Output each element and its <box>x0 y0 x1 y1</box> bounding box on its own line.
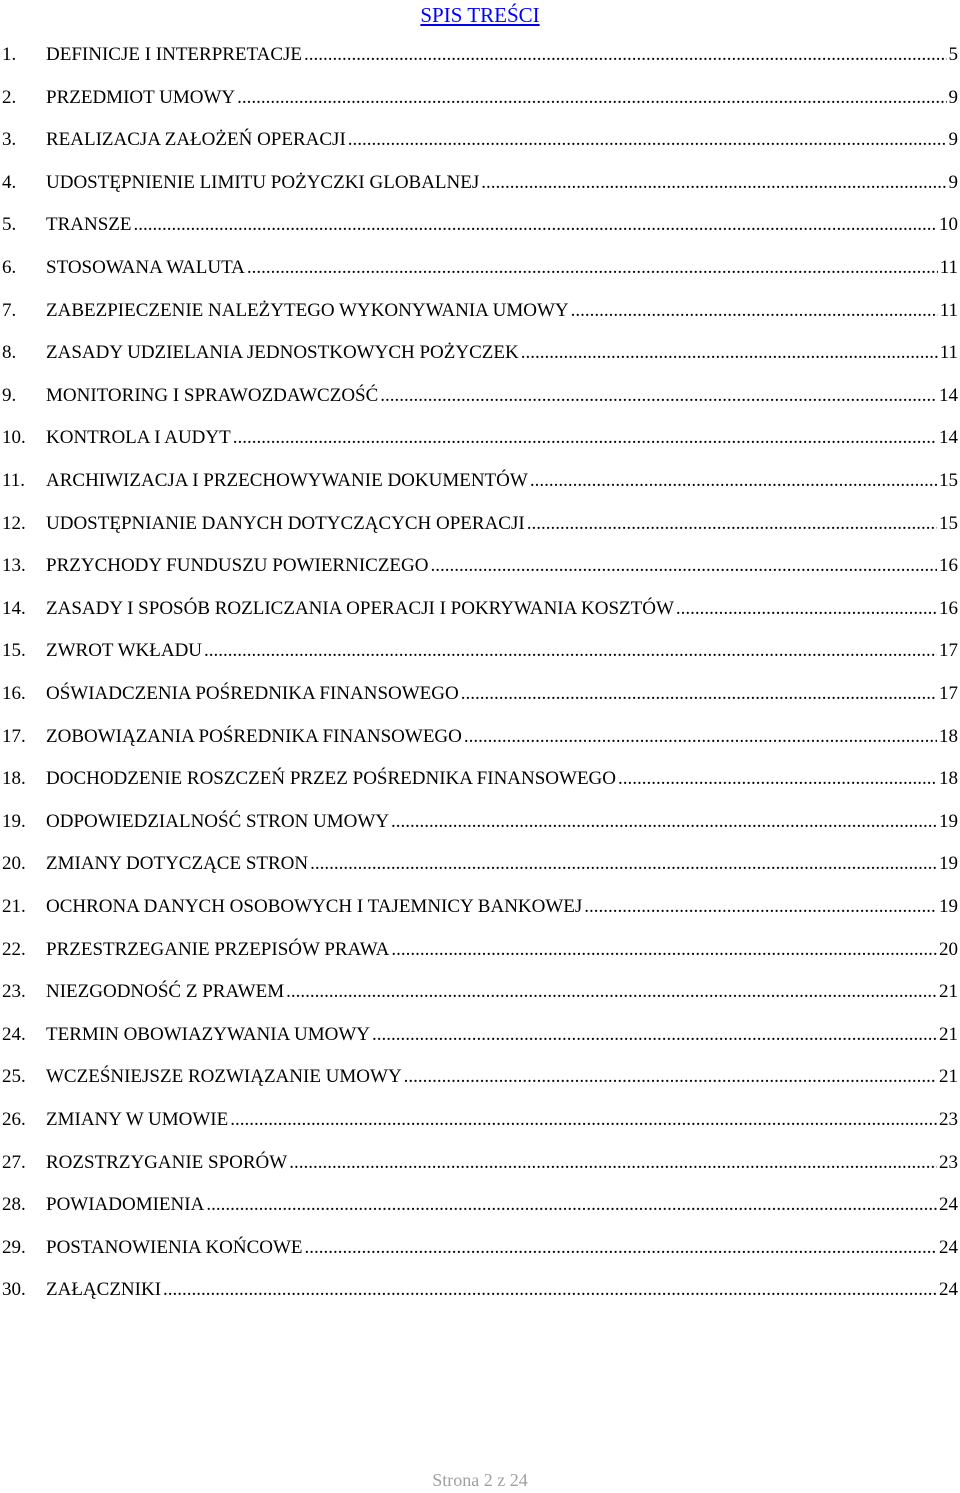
toc-title[interactable]: SPIS TREŚCI <box>420 3 540 27</box>
toc-leader-dots <box>521 342 938 364</box>
toc-entry-label: ZASADY I SPOSÓB ROZLICZANIA OPERACJI I POKRYWANIA KOSZTÓW <box>46 597 674 619</box>
toc-entry-page: 24 <box>939 1236 958 1258</box>
toc-leader-dots <box>163 1279 937 1301</box>
toc-entry-number: 11. <box>2 470 26 491</box>
toc-leader-dots <box>204 640 937 662</box>
toc-entry-label: NIEZGODNOŚĆ Z PRAWEM <box>46 981 285 1003</box>
toc-entry[interactable] <box>0 77 960 119</box>
toc-leader-dots <box>618 768 937 790</box>
toc-entry-number: 9. <box>2 384 17 406</box>
toc-entry[interactable] <box>0 417 960 459</box>
toc-entry-label: ZWROT WKŁADU <box>46 640 203 662</box>
toc-entry-label: ZMIANY DOTYCZĄCE STRON <box>46 853 309 875</box>
toc-entry-link[interactable] <box>46 1279 958 1301</box>
toc-leader-dots <box>304 44 946 66</box>
toc-entry-label: ROZSTRZYGANIE SPORÓW <box>46 1151 288 1173</box>
toc-entry-label: KONTROLA I AUDYT <box>46 427 231 449</box>
toc-entry-link[interactable] <box>46 513 958 535</box>
toc-entry-page: 19 <box>939 896 958 917</box>
toc-entry-page: 14 <box>939 427 958 449</box>
toc-entry-label: POSTANOWIENIA KOŃCOWE <box>46 1236 303 1258</box>
toc-entry[interactable] <box>0 119 960 161</box>
toc-entry-link[interactable] <box>46 385 958 407</box>
toc-leader-dots <box>206 1194 937 1216</box>
toc-leader-dots <box>286 981 937 1003</box>
toc-entry-link[interactable] <box>46 129 958 151</box>
toc-entry[interactable] <box>0 1227 960 1269</box>
toc-leader-dots <box>430 555 937 577</box>
toc-leader-dots <box>481 172 946 194</box>
toc-entry-number: 27. <box>2 1151 26 1173</box>
toc-entry-label: ZAŁĄCZNIKI <box>46 1279 162 1301</box>
toc-leader-dots <box>461 683 937 705</box>
toc-entry-page: 14 <box>939 384 958 406</box>
toc-entry-link[interactable] <box>46 683 958 705</box>
toc-entry[interactable] <box>0 673 960 715</box>
toc-entry-label: ZABEZPIECZENIE NALEŻYTEGO WYKONYWANIA UMOWY <box>46 299 569 321</box>
toc-entry-page: 11 <box>939 299 958 321</box>
toc-entry[interactable] <box>0 1269 960 1311</box>
toc-entry[interactable] <box>0 1184 960 1226</box>
toc-entry-link[interactable] <box>46 44 958 66</box>
toc-entry[interactable] <box>0 503 960 545</box>
toc-entry-page: 19 <box>939 810 958 832</box>
toc-entry-link[interactable] <box>46 726 958 748</box>
toc-entry-number: 22. <box>2 938 26 960</box>
toc-entry-number: 12. <box>2 512 26 534</box>
toc-entry[interactable] <box>0 375 960 417</box>
toc-entry-page: 15 <box>939 512 958 534</box>
toc-leader-dots <box>237 87 946 109</box>
toc-entry[interactable] <box>0 886 960 928</box>
toc-entry-page: 11 <box>939 342 958 364</box>
toc-entry-label: DOCHODZENIE ROSZCZEŃ PRZEZ POŚREDNIKA FINANSOWEGO <box>46 768 616 790</box>
toc-entry-number: 15. <box>2 640 26 662</box>
toc-entry-page: 5 <box>948 44 958 65</box>
toc-entry-page: 20 <box>939 938 958 960</box>
toc-entry[interactable] <box>0 758 960 800</box>
toc-entry-link[interactable] <box>46 1194 958 1216</box>
toc-entry-link[interactable] <box>46 598 958 620</box>
toc-entry[interactable] <box>0 1014 960 1056</box>
toc-leader-dots <box>348 129 947 151</box>
toc-entry-label: OCHRONA DANYCH OSOBOWYCH I TAJEMNICY BANKOWEJ <box>46 896 583 917</box>
toc-entry-link[interactable] <box>46 300 958 322</box>
toc-entry[interactable] <box>0 290 960 332</box>
toc-entry[interactable] <box>0 545 960 587</box>
page-footer: Strona 2 z 24 <box>432 1470 528 1490</box>
toc-leader-dots <box>404 1066 937 1088</box>
toc-entry-label: OŚWIADCZENIA POŚREDNIKA FINANSOWEGO <box>46 683 459 704</box>
toc-entry-label: PRZEDMIOT UMOWY <box>46 86 236 108</box>
toc-entry-link[interactable] <box>46 257 958 279</box>
toc-entry-page: 21 <box>939 1023 958 1045</box>
toc-entry[interactable] <box>0 801 960 843</box>
toc-leader-dots <box>527 513 937 535</box>
toc-leader-dots <box>571 300 938 322</box>
toc-entry-number: 14. <box>2 597 26 619</box>
toc-entry-label: ARCHIWIZACJA I PRZECHOWYWANIE DOKUMENTÓW <box>46 470 528 491</box>
toc-entry[interactable] <box>0 247 960 289</box>
toc-entry-page: 21 <box>939 981 958 1003</box>
toc-entry-number: 16. <box>2 683 26 704</box>
toc-entry-number: 23. <box>2 981 26 1003</box>
toc-entry-page: 16 <box>939 597 958 619</box>
toc-entry-number: 13. <box>2 555 26 577</box>
toc-entry-page: 17 <box>939 640 958 662</box>
toc-entry-number: 30. <box>2 1279 26 1301</box>
toc-entry[interactable] <box>0 332 960 374</box>
toc-entry-link[interactable] <box>46 1066 958 1088</box>
toc-entry-number: 20. <box>2 853 26 875</box>
toc-entry-number: 17. <box>2 725 26 747</box>
toc-entry-label: STOSOWANA WALUTA <box>46 257 245 278</box>
toc-entry[interactable] <box>0 1142 960 1184</box>
toc-entry-page: 9 <box>948 86 958 108</box>
toc-leader-dots <box>380 385 937 407</box>
toc-entry-label: TRANSZE <box>46 214 132 236</box>
toc-leader-dots <box>530 470 937 492</box>
toc-entry-link[interactable] <box>46 768 958 790</box>
toc-entry-number: 28. <box>2 1194 26 1216</box>
toc-entry-link[interactable] <box>46 981 958 1003</box>
toc-entry-page: 16 <box>939 555 958 577</box>
toc-entry-link[interactable] <box>46 811 958 833</box>
toc-entry-link[interactable] <box>46 427 958 449</box>
toc-entry-number: 19. <box>2 810 26 832</box>
toc-entry-link[interactable] <box>46 470 958 492</box>
toc-entry-label: ZMIANY W UMOWIE <box>46 1109 229 1130</box>
toc-entry-page: 9 <box>948 171 958 193</box>
toc-entry[interactable] <box>0 1056 960 1098</box>
toc-entry[interactable] <box>0 1099 960 1141</box>
toc-entry[interactable] <box>0 588 960 630</box>
toc-entry-page: 9 <box>948 129 958 151</box>
toc-entry-label: PRZYCHODY FUNDUSZU POWIERNICZEGO <box>46 555 429 577</box>
toc-leader-dots <box>372 1024 937 1046</box>
toc-leader-dots <box>289 1152 937 1174</box>
toc-leader-dots <box>676 598 937 620</box>
toc-entry-number: 4. <box>2 171 17 193</box>
toc-entry-page: 24 <box>939 1194 958 1216</box>
toc-entry-label: MONITORING I SPRAWOZDAWCZOŚĆ <box>46 384 379 406</box>
toc-entry-number: 18. <box>2 768 26 790</box>
toc-entry[interactable] <box>0 716 960 758</box>
toc-entry-label: REALIZACJA ZAŁOŻEŃ OPERACJI <box>46 129 346 151</box>
toc-leader-dots <box>464 726 937 748</box>
toc-leader-dots <box>247 257 938 279</box>
toc-entry-label: UDOSTĘPNIANIE DANYCH DOTYCZĄCYCH OPERACJI <box>46 512 525 534</box>
toc-entry[interactable] <box>0 204 960 246</box>
toc-entry-number: 10. <box>2 427 26 449</box>
toc-entry-page: 18 <box>939 725 958 747</box>
toc-leader-dots <box>233 427 937 449</box>
toc-entry-label: TERMIN OBOWIAZYWANIA UMOWY <box>46 1023 371 1045</box>
toc-leader-dots <box>134 214 938 236</box>
toc-entry-page: 23 <box>939 1151 958 1173</box>
toc-entry-link[interactable] <box>46 342 958 364</box>
toc-entry-label: WCZEŚNIEJSZE ROZWIĄZANIE UMOWY <box>46 1066 402 1088</box>
toc-entry-link[interactable] <box>46 853 958 875</box>
toc-entry-page: 21 <box>939 1066 958 1088</box>
toc-entry[interactable] <box>0 34 960 76</box>
toc-entry-label: UDOSTĘPNIENIE LIMITU POŻYCZKI GLOBALNEJ <box>46 171 480 193</box>
toc-entry[interactable] <box>0 929 960 971</box>
toc-entry[interactable] <box>0 162 960 204</box>
toc-leader-dots <box>391 939 937 961</box>
toc-entry-page: 19 <box>939 853 958 875</box>
toc-entry-page: 24 <box>939 1279 958 1301</box>
toc-entry-label: PRZESTRZEGANIE PRZEPISÓW PRAWA <box>46 938 390 960</box>
toc-entry-number: 3. <box>2 129 17 151</box>
toc-entry-label: ODPOWIEDZIALNOŚĆ STRON UMOWY <box>46 810 390 832</box>
toc-entry-label: ZOBOWIĄZANIA POŚREDNIKA FINANSOWEGO <box>46 725 462 747</box>
toc-entry-number: 7. <box>2 299 17 321</box>
toc-entry-number: 2. <box>2 86 17 108</box>
toc-entry-number: 29. <box>2 1236 26 1258</box>
toc-entry-number: 25. <box>2 1066 26 1088</box>
toc-leader-dots <box>310 853 937 875</box>
toc-entry-link[interactable] <box>46 896 958 918</box>
toc-entry-link[interactable] <box>46 939 958 961</box>
toc-entry[interactable] <box>0 843 960 885</box>
toc-entry-link[interactable] <box>46 214 958 236</box>
toc-entry-link[interactable] <box>46 1024 958 1046</box>
toc-entry-number: 5. <box>2 214 17 236</box>
toc-entry-number: 21. <box>2 896 26 917</box>
toc-leader-dots <box>305 1237 937 1259</box>
toc-entry-page: 17 <box>939 683 958 704</box>
toc-entry-link[interactable] <box>46 1237 958 1259</box>
toc-entry-page: 18 <box>939 768 958 790</box>
toc-entry[interactable] <box>0 460 960 502</box>
toc-entry-link[interactable] <box>46 640 958 662</box>
toc-entry[interactable] <box>0 971 960 1013</box>
toc-leader-dots <box>230 1109 937 1131</box>
toc-entry[interactable] <box>0 630 960 672</box>
toc-entry-link[interactable] <box>46 87 958 109</box>
toc-entry-number: 26. <box>2 1109 26 1130</box>
toc-entry-link[interactable] <box>46 1109 958 1131</box>
toc-entry-label: POWIADOMIENIA <box>46 1194 205 1216</box>
toc-entry-label: ZASADY UDZIELANIA JEDNOSTKOWYCH POŻYCZEK <box>46 342 519 364</box>
toc-entry-page: 23 <box>939 1109 958 1130</box>
toc-leader-dots <box>391 811 937 833</box>
toc-entry-label: DEFINICJE I INTERPRETACJE <box>46 44 303 65</box>
toc-entry-page: 10 <box>939 214 958 236</box>
toc-entry-link[interactable] <box>46 172 958 194</box>
toc-entry-number: 24. <box>2 1023 26 1045</box>
toc-entry-link[interactable] <box>46 555 958 577</box>
toc-entry-number: 1. <box>2 44 17 65</box>
toc-entry-link[interactable] <box>46 1152 958 1174</box>
toc-leader-dots <box>584 896 937 918</box>
toc-entry-page: 15 <box>939 470 958 491</box>
toc-entry-page: 11 <box>939 257 958 278</box>
toc-entry-number: 8. <box>2 342 17 364</box>
toc-entry-number: 6. <box>2 257 17 278</box>
